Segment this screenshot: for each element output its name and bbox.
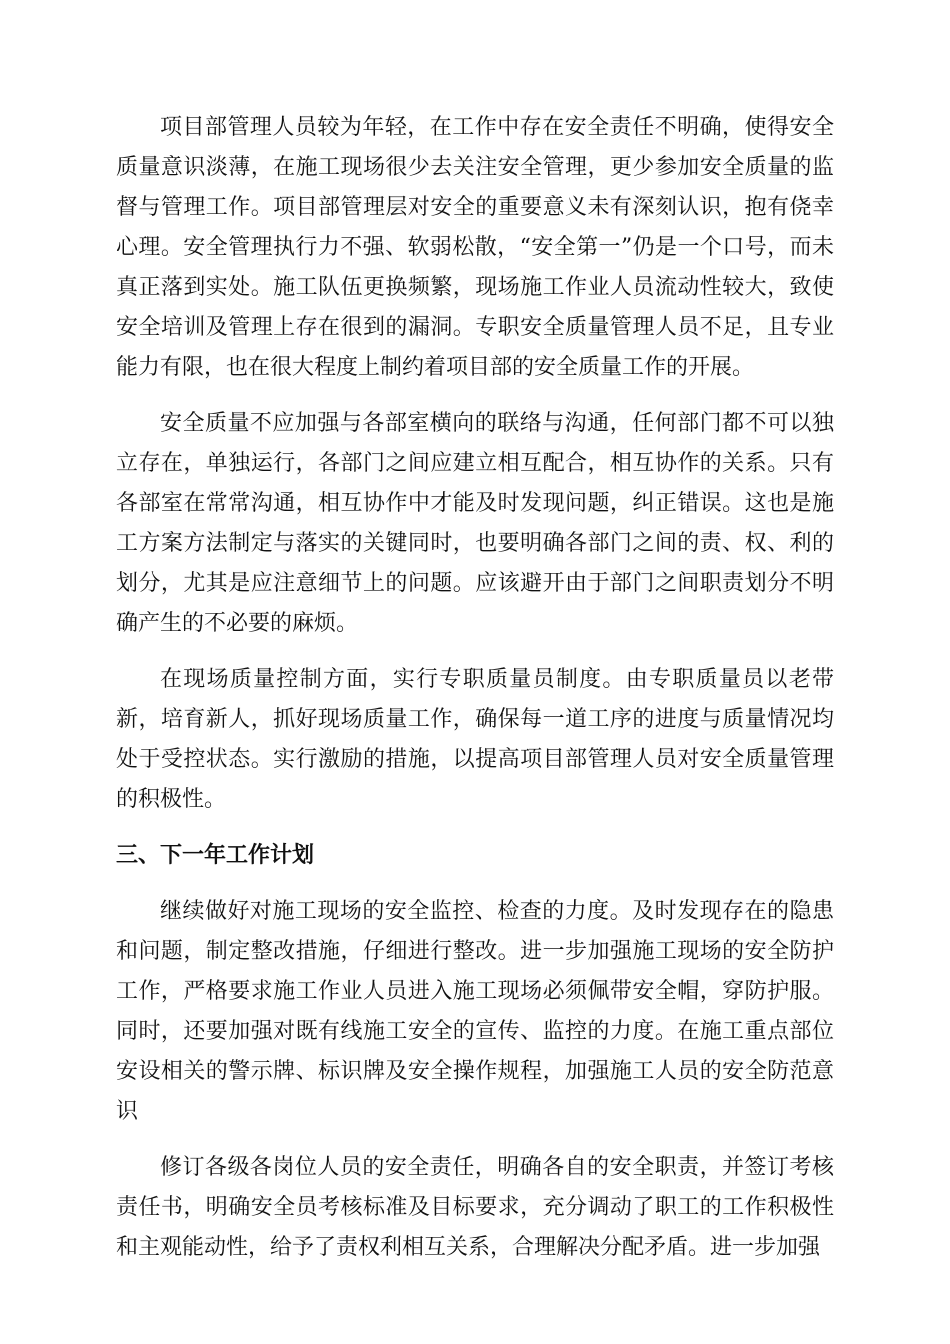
paragraph-department-communication: 安全质量不应加强与各部室横向的联络与沟通，任何部门都不可以独立存在，单独运行，各部门之间应建立相互配合，相互协作的关系。只有各部室在常常沟通，相互协作中才能及时发现问题，纠正错误。这也是施工方案方法制定与落实的关键同时，也要明确各部门之间的责、权、利的划分，尤其是应注意细节上的问题。应该避开由于部门之间职责划分不明确产生的不必要的麻烦。 bbox=[116, 411, 834, 636]
paragraph-site-safety-monitoring: 继续做好对施工现场的安全监控、检查的力度。及时发现存在的隐患和问题，制定整改措施，仔细进行整改。进一步加强施工现场的安全防护工作，严格要求施工作业人员进入施工现场必须佩带安全帽，穿防护服。同时，还要加强对既有线施工安全的宣传、监控的力度。在施工重点部位安设相关的警示牌、标识牌及安全操作规程，加强施工人员的安全防范意识 bbox=[116, 899, 834, 1124]
paragraph-quality-control: 在现场质量控制方面，实行专职质量员制度。由专职质量员以老带新，培育新人，抓好现场质量工作，确保每一道工序的进度与质量情况均处于受控状态。实行激励的措施，以提高项目部管理人员对安全质量管理的积极性。 bbox=[116, 667, 834, 812]
document-body bbox=[116, 108, 834, 1284]
paragraph-safety-responsibility: 修订各级各岗位人员的安全责任，明确各自的安全职责，并签订考核责任书，明确安全员考核标准及目标要求，充分调动了职工的工作积极性和主观能动性，给予了责权利相互关系，合理解决分配矛盾。进一步加强 bbox=[116, 1155, 834, 1260]
paragraph-staff-safety-awareness: 项目部管理人员较为年轻，在工作中存在安全责任不明确，使得安全质量意识淡薄，在施工现场很少去关注安全管理，更少参加安全质量的监督与管理工作。项目部管理层对安全的重要意义未有深刻认识，抱有侥幸心理。安全管理执行力不强、软弱松散，“安全第一”仍是一个口号，而未真正落到实处。施工队伍更换频繁，现场施工作业人员流动性较大，致使安全培训及管理上存在很到的漏洞。专职安全质量管理人员不足，且专业能力有限，也在很大程度上制约着项目部的安全质量工作的开展。 bbox=[116, 115, 834, 380]
section-heading-next-year-plan: 三、下一年工作计划 bbox=[116, 843, 315, 868]
